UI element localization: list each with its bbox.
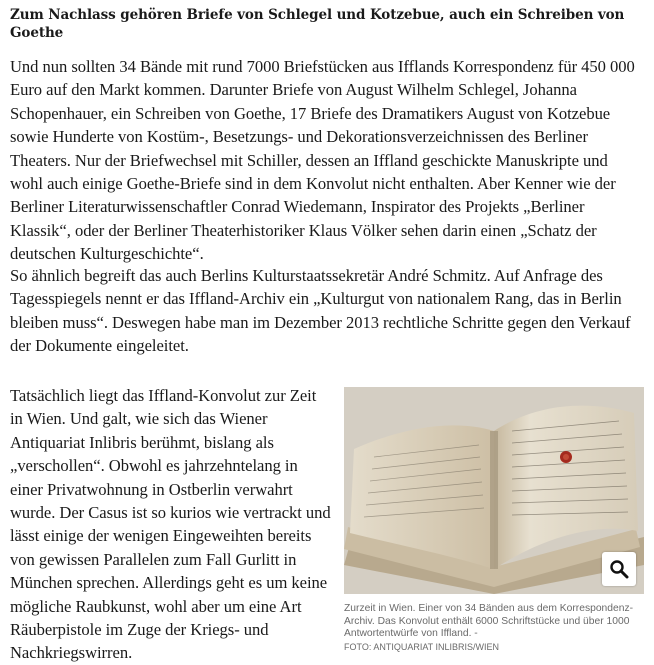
photo-credit: FOTO: ANTIQUARIAT INLIBRIS/WIEN xyxy=(344,641,500,652)
zoom-button[interactable] xyxy=(602,552,636,586)
figure-caption xyxy=(344,603,654,653)
open-book-image xyxy=(344,387,644,594)
caption-text: Zurzeit in Wien. Einer von 34 Bänden aus dem Korrespondenz-Archiv. Das Konvolut enthält 6000 Schriftstücke und über 1000 Antwortentwürfe von Iffland. - xyxy=(344,603,634,640)
open-book-photo[interactable] xyxy=(344,387,644,594)
article-figure xyxy=(344,387,644,653)
article-subheading: Zum Nachlass gehören Briefe von Schlegel und Kotzebue, auch ein Schreiben von Goethe xyxy=(10,7,625,41)
article-paragraph: So ähnlich begreift das auch Berlins Kulturstaatssekretär André Schmitz. Auf Anfrage des Tagesspiegels nennt er das Iffland-Archiv ein „Kulturgut von nationalem Rang, das in Berlin bleiben muss“. Deswegen habe man im Dezember 2013 rechtliche Schritte gegen den Verkauf der Dokumente eingeleitet. xyxy=(10,266,631,356)
article-paragraph: Und nun sollten 34 Bände mit rund 7000 Briefstücken aus Ifflands Korrespondenz für 450 000 Euro auf den Markt kommen. Darunter Briefe von August Wilhelm Schlegel, Johanna Schopenhauer, ein Schreiben von Goethe, 17 Briefe des Dramatikers August von Kotzebue sowie Hunderte von Kostüm-, Besetzungs- und Dekorationsverzeichnissen des Berliner Theaters. Nur der Briefwechsel mit Schiller, dessen an Iffland geschickte Manuskripte und wohl auch einige Goethe-Briefe sind in dem Konvolut nicht enthalten. Aber Kenner wie der Berliner Literaturwissenschaftler Conrad Wiedemann, Inspirator des Projekts „Berliner Klassik“, oder der Berliner Theaterhistoriker Klaus Völker sehen darin einen „Schatz der deutschen Kulturgeschichte“. xyxy=(10,57,635,264)
magnifier-icon xyxy=(609,559,629,579)
article-paragraph: Tatsächlich liegt das Iffland-Konvolut zur Zeit in Wien. Und galt, wie sich das Wiener Antiquariat Inlibris berühmt, bislang als „verschollen“. Obwohl es jahrzehntelang in einer Privatwohnung in Ostberlin verwahrt wurde. Der Casus ist so kurios wie vertrackt und lässt einige der wenigen Eingeweihten bereits von gewissen Parallelen zum Fall Gurlitt in München sprechen. Allerdings geht es um keine mögliche Raubkunst, wohl aber um eine Art Räuberpistole im Zuge der Kriegs- und Nachkriegswirren. xyxy=(10,386,331,663)
article xyxy=(10,0,646,663)
